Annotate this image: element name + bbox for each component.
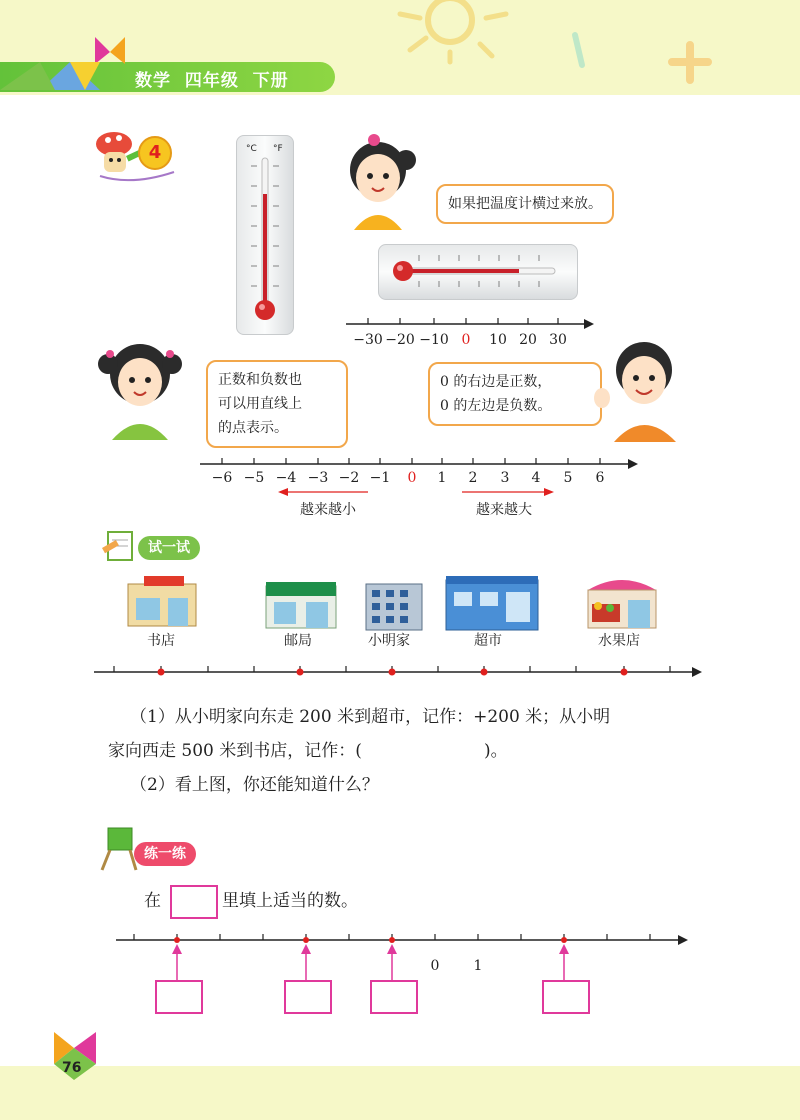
integer-number-line bbox=[196, 450, 646, 522]
boy-speech-line: 0 的右边是正数， bbox=[440, 374, 552, 390]
number-tick-label: −3 bbox=[307, 470, 329, 486]
horizontal-thermometer bbox=[378, 244, 578, 300]
question-1-line-2-end: )。 bbox=[484, 741, 508, 761]
number-tick-label: −2 bbox=[338, 470, 360, 486]
practice-tick-label-one: 1 bbox=[473, 958, 483, 974]
girl1-speech-text: 如果把温度计横过来放。 bbox=[448, 196, 602, 212]
question-1-line-1: （1）从小明家向东走 200 米到超市，记作：+200 米；从小明 bbox=[130, 707, 611, 727]
place-label-fruit-store: 水果店 bbox=[598, 633, 640, 649]
home-building-icon bbox=[360, 578, 428, 632]
practice-instruction-post: 里填上适当的数。 bbox=[222, 891, 358, 911]
place-label-post-office: 邮局 bbox=[284, 633, 312, 649]
girl1-speech-bubble bbox=[436, 184, 614, 224]
vertical-thermometer bbox=[236, 135, 294, 335]
post-office-building-icon bbox=[264, 578, 338, 630]
smaller-label: 越来越小 bbox=[300, 502, 356, 518]
question-2: （2）看上图，你还能知道什么？ bbox=[130, 775, 379, 795]
book-title: 数学 四年级 下册 bbox=[135, 71, 289, 91]
number-tick-label: 1 bbox=[437, 470, 447, 486]
try-section-tag: 试一试 bbox=[138, 536, 200, 560]
girl2-avatar bbox=[96, 336, 186, 440]
temp-tick-label: 20 bbox=[519, 332, 537, 348]
number-tick-label: −4 bbox=[275, 470, 297, 486]
smaller-arrow-head bbox=[278, 488, 288, 496]
number-tick-label: −5 bbox=[243, 470, 265, 486]
place-label-home: 小明家 bbox=[368, 633, 410, 649]
fruit-store-building-icon bbox=[584, 570, 660, 630]
practice-section-tag: 练一练 bbox=[134, 842, 196, 866]
temp-tick-label: −30 bbox=[353, 332, 383, 348]
place-label-supermarket: 超市 bbox=[474, 633, 502, 649]
boy-avatar bbox=[590, 332, 690, 442]
girl2-speech-line: 的点表示。 bbox=[218, 420, 288, 436]
bookstore-building-icon bbox=[124, 576, 200, 628]
footer-background bbox=[0, 1066, 800, 1120]
celsius-label: °C bbox=[246, 144, 257, 154]
number-tick-label: 3 bbox=[500, 470, 510, 486]
answer-box-4[interactable] bbox=[542, 980, 590, 1014]
sun-doodle bbox=[380, 0, 560, 70]
place-label-bookstore: 书店 bbox=[147, 633, 175, 649]
answer-arrows bbox=[150, 944, 600, 980]
girl-avatar bbox=[340, 130, 420, 230]
boy-speech-line: 0 的左边是负数。 bbox=[440, 398, 552, 414]
temperature-number-line bbox=[340, 310, 600, 350]
number-tick-label: 4 bbox=[531, 470, 541, 486]
number-tick-label: 2 bbox=[468, 470, 478, 486]
number-tick-label: −6 bbox=[211, 470, 233, 486]
supermarket-building-icon bbox=[444, 574, 540, 632]
easel-icon bbox=[98, 824, 138, 872]
answer-box-2[interactable] bbox=[284, 980, 332, 1014]
number-tick-label: 5 bbox=[563, 470, 573, 486]
sample-answer-box bbox=[170, 885, 218, 919]
fahrenheit-label: °F bbox=[273, 144, 283, 154]
practice-instruction-pre: 在 bbox=[144, 891, 161, 911]
temp-tick-label: 30 bbox=[549, 332, 567, 348]
answer-box-1[interactable] bbox=[155, 980, 203, 1014]
example-number-badge: 4 bbox=[138, 136, 172, 170]
bigger-label: 越来越大 bbox=[476, 502, 532, 518]
page-number: 76 bbox=[62, 1060, 82, 1076]
number-tick-label: −1 bbox=[369, 470, 391, 486]
number-tick-label-zero: 0 bbox=[407, 470, 417, 486]
temp-tick-label-zero: 0 bbox=[461, 332, 471, 348]
temp-tick-label: −20 bbox=[385, 332, 415, 348]
street-number-line bbox=[90, 660, 710, 684]
boy-speech-bubble bbox=[428, 362, 602, 426]
girl2-speech-line: 正数和负数也 bbox=[218, 372, 302, 388]
bigger-arrow-head bbox=[544, 488, 554, 496]
temp-tick-label: 10 bbox=[489, 332, 507, 348]
temp-tick-label: −10 bbox=[419, 332, 449, 348]
decoration-doodle bbox=[560, 25, 730, 85]
girl2-speech-line: 可以用直线上 bbox=[218, 396, 302, 412]
question-1-line-2: 家向西走 500 米到书店，记作：( bbox=[108, 741, 362, 761]
answer-box-3[interactable] bbox=[370, 980, 418, 1014]
tangram-logo bbox=[0, 32, 130, 92]
practice-tick-label-zero: 0 bbox=[430, 958, 440, 974]
girl2-speech-bubble bbox=[206, 360, 348, 448]
number-tick-label: 6 bbox=[595, 470, 605, 486]
notebook-icon bbox=[100, 528, 140, 564]
